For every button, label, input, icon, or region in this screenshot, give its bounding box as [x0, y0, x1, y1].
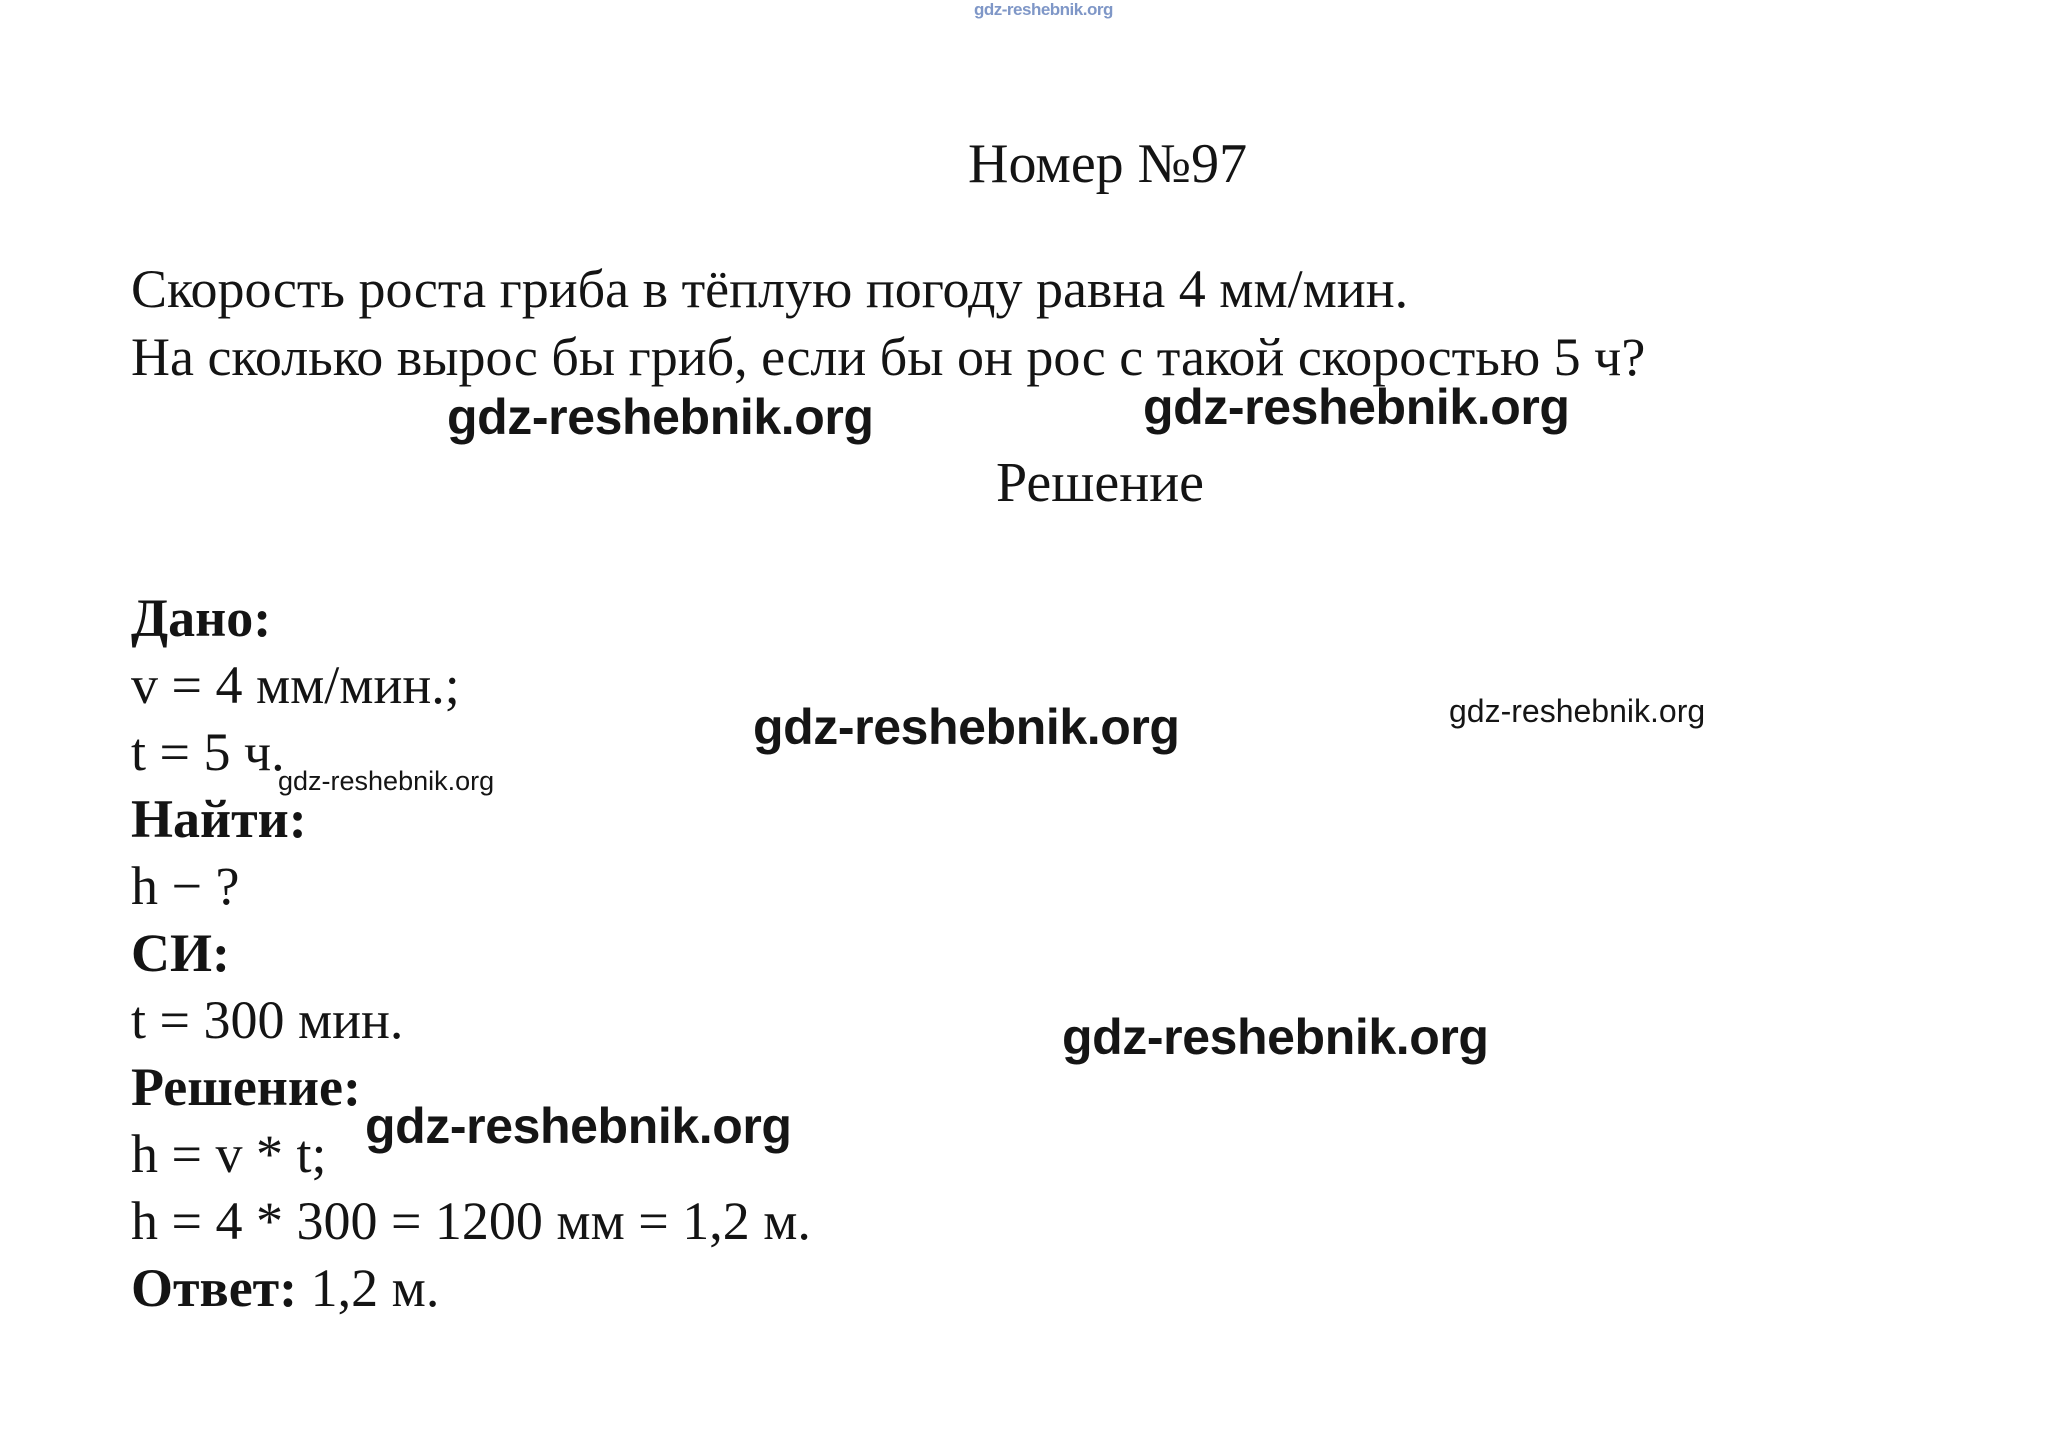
given-time: t = 5 ч. [131, 722, 285, 782]
solution-heading: Решение [996, 452, 1205, 514]
si-label: СИ: [131, 923, 230, 983]
solution-label: Решение: [131, 1057, 361, 1117]
given-label: Дано: [131, 588, 272, 648]
watermark: gdz-reshebnik.org [447, 389, 874, 445]
solution-step-2: h = 4 * 300 = 1200 мм = 1,2 м. [131, 1191, 811, 1251]
watermark: gdz-reshebnik.org [753, 699, 1180, 755]
answer-line [131, 1257, 439, 1319]
solution-step-1: h = v * t; [131, 1124, 327, 1184]
watermark: gdz-reshebnik.org [1062, 1009, 1489, 1065]
watermark: gdz-reshebnik.org [1143, 379, 1570, 435]
watermark: gdz-reshebnik.org [1449, 693, 1706, 729]
watermark: gdz-reshebnik.org [278, 766, 495, 796]
si-value: t = 300 мин. [131, 990, 404, 1050]
site-mark: gdz-reshebnik.org [974, 0, 1113, 19]
given-velocity: v = 4 мм/мин.; [131, 655, 460, 715]
watermark: gdz-reshebnik.org [365, 1098, 792, 1154]
problem-line-1: Скорость роста гриба в тёплую погоду равна 4 мм/мин. [131, 259, 1409, 319]
page-title: Номер №97 [968, 133, 1248, 195]
find-label: Найти: [131, 789, 307, 849]
answer-label: Ответ: [131, 1258, 298, 1318]
problem-line-2: На сколько вырос бы гриб, если бы он рос с такой скоростью 5 ч? [131, 327, 1646, 387]
answer-value: 1,2 м. [310, 1258, 440, 1318]
find-value: h − ? [131, 856, 240, 916]
